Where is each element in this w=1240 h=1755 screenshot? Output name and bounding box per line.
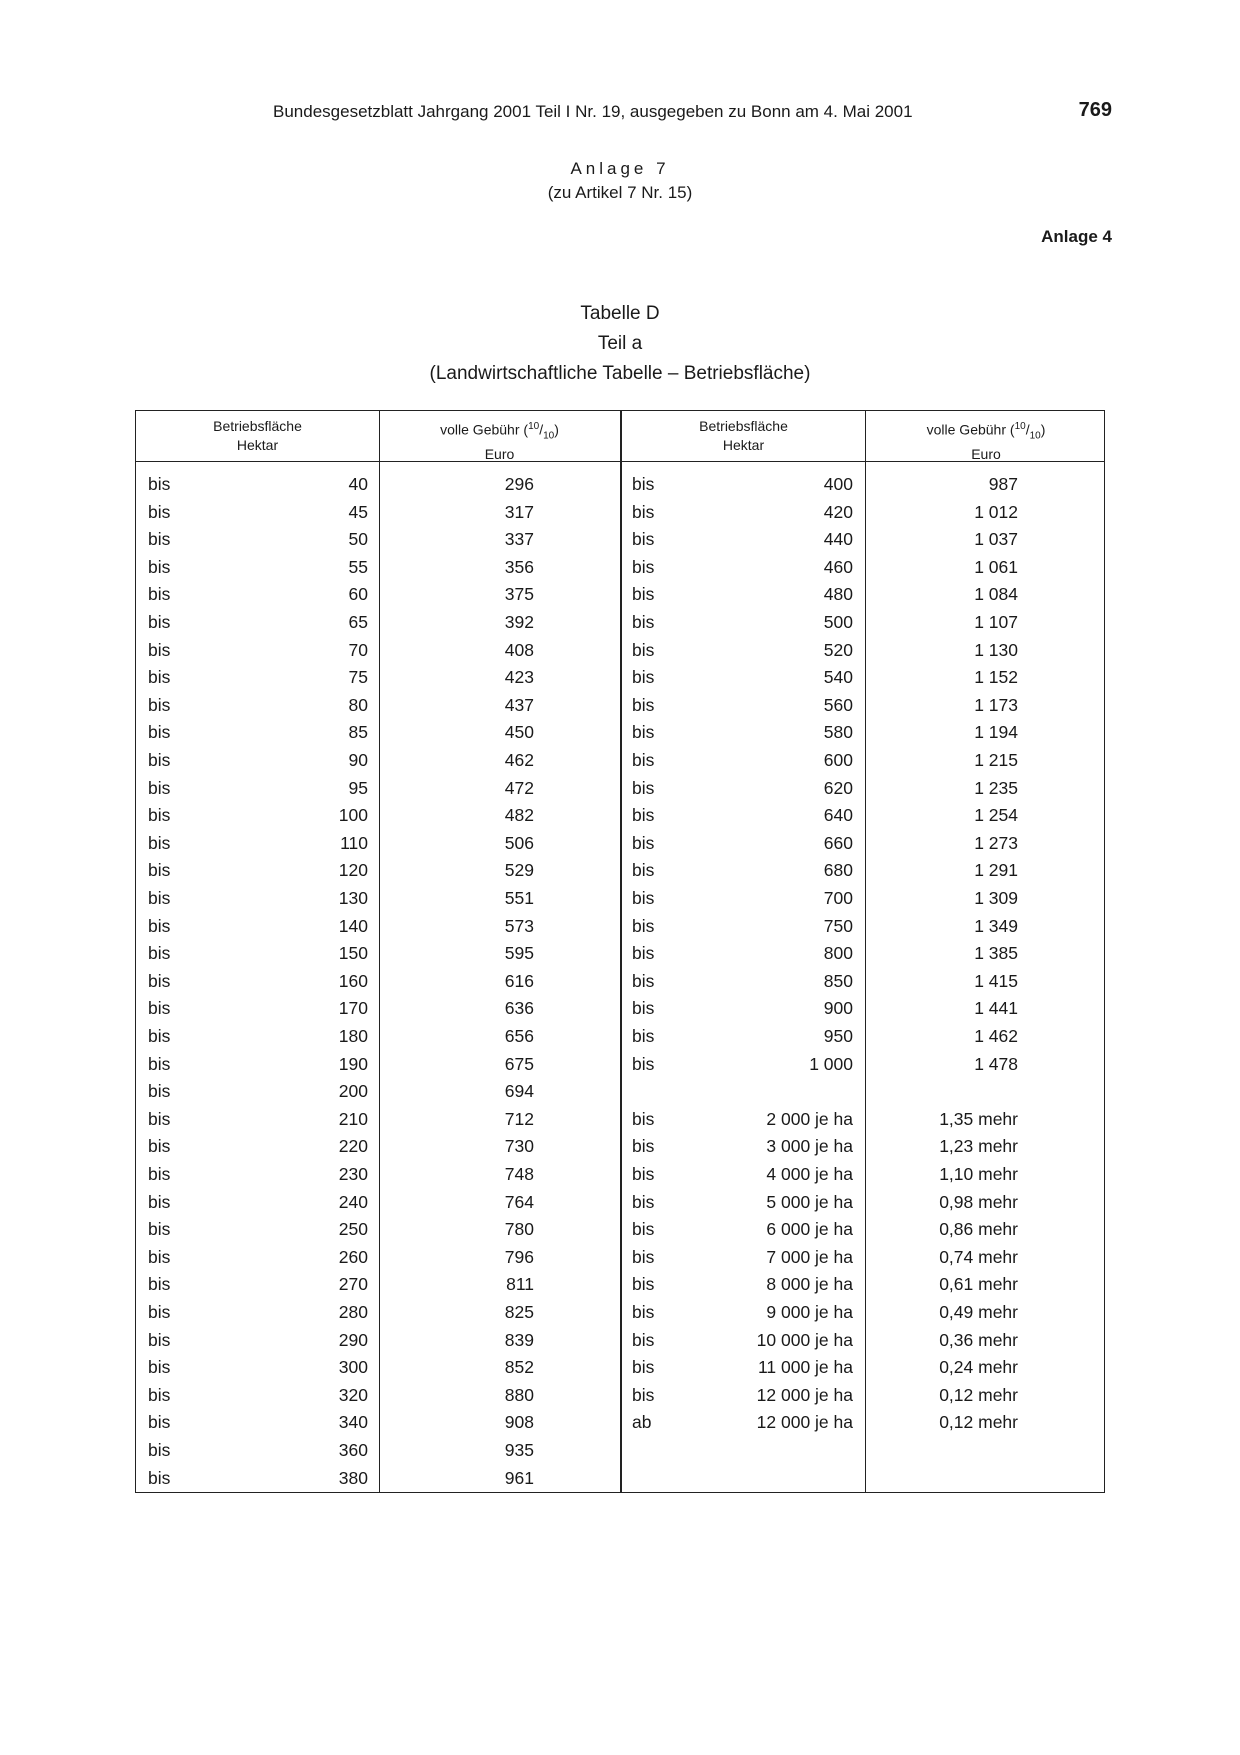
right-area: 12 000 je ha <box>756 1384 853 1405</box>
left-area: 50 <box>348 529 368 550</box>
right-area: 6 000 je ha <box>766 1219 853 1240</box>
right-area: 3 000 je ha <box>766 1136 853 1157</box>
right-prefix: bis <box>632 832 655 853</box>
right-prefix: bis <box>632 970 655 991</box>
left-fee: 551 <box>504 888 534 908</box>
right-fee: 1 215 <box>974 750 1018 770</box>
left-prefix: bis <box>148 722 171 743</box>
left-prefix: bis <box>148 1440 171 1460</box>
left-prefix: bis <box>148 1329 171 1350</box>
table-row <box>136 1354 1104 1382</box>
right-prefix: bis <box>632 777 655 798</box>
left-fee: 462 <box>504 750 534 770</box>
right-fee: 1 349 <box>974 915 1018 936</box>
left-area: 95 <box>348 777 368 798</box>
right-prefix: bis <box>632 1246 655 1267</box>
table-row <box>136 581 1104 609</box>
left-area: 280 <box>338 1302 368 1322</box>
left-area: 70 <box>348 639 368 660</box>
left-prefix: bis <box>148 888 171 908</box>
table-row <box>136 471 1104 499</box>
table-row <box>136 664 1104 692</box>
right-prefix: bis <box>632 612 655 632</box>
left-fee: 839 <box>504 1329 534 1350</box>
right-prefix: bis <box>632 639 655 660</box>
right-fee: 1 012 <box>974 501 1018 522</box>
right-area: 10 000 je ha <box>756 1329 853 1350</box>
left-area: 380 <box>338 1467 368 1488</box>
right-area: 800 <box>823 943 853 964</box>
table-title <box>0 299 1240 389</box>
right-area: 2 000 je ha <box>766 1108 853 1129</box>
left-fee: 482 <box>504 805 534 826</box>
left-area: 110 <box>340 832 368 853</box>
right-fee: 1 152 <box>974 667 1018 688</box>
table-row <box>136 1023 1104 1051</box>
page-number: 769 <box>1078 99 1112 121</box>
table-title-line1: Tabelle D <box>580 303 660 324</box>
right-area: 600 <box>823 750 853 770</box>
right-prefix: bis <box>632 915 655 936</box>
left-area: 60 <box>348 584 368 605</box>
left-area: 290 <box>338 1329 368 1350</box>
right-area: 680 <box>823 860 853 881</box>
right-area: 520 <box>823 639 853 660</box>
right-prefix: bis <box>632 1357 655 1378</box>
left-fee: 317 <box>504 501 534 522</box>
left-prefix: bis <box>148 970 171 991</box>
left-prefix: bis <box>148 1136 171 1157</box>
right-prefix: bis <box>632 529 655 550</box>
left-fee: 375 <box>504 584 534 605</box>
header-area-left: Betriebsfläche Hektar <box>213 418 302 453</box>
left-prefix: bis <box>148 1384 171 1405</box>
right-fee: 1 273 <box>974 832 1018 853</box>
left-prefix: bis <box>148 1191 171 1212</box>
left-prefix: bis <box>148 750 171 770</box>
annex-title: Anlage 7 <box>570 159 670 178</box>
table-title-line3: (Landwirtschaftliche Tabelle – Betriebsfläche) <box>429 363 811 384</box>
right-prefix: bis <box>632 1384 655 1405</box>
left-prefix: bis <box>148 1219 171 1240</box>
left-area: 130 <box>338 888 368 908</box>
right-fee: 0,74 mehr <box>939 1246 1018 1267</box>
right-prefix: bis <box>632 1219 655 1240</box>
table-row <box>136 1382 1104 1410</box>
left-fee: 961 <box>504 1467 534 1488</box>
right-area: 7 000 je ha <box>766 1246 853 1267</box>
left-area: 210 <box>338 1108 368 1129</box>
table-row <box>136 1161 1104 1189</box>
left-area: 180 <box>338 1026 368 1046</box>
left-fee: 825 <box>504 1302 534 1322</box>
annex-reference: (zu Artikel 7 Nr. 15) <box>547 183 693 202</box>
left-prefix: bis <box>148 1246 171 1267</box>
right-prefix: bis <box>632 1191 655 1212</box>
left-prefix: bis <box>148 1467 171 1488</box>
left-fee: 423 <box>504 667 534 688</box>
left-area: 45 <box>348 501 368 522</box>
left-fee: 908 <box>504 1412 534 1433</box>
left-prefix: bis <box>148 860 171 881</box>
right-fee: 1 309 <box>974 888 1018 908</box>
left-fee: 730 <box>504 1136 534 1157</box>
left-fee: 506 <box>504 832 534 853</box>
left-area: 75 <box>348 667 368 688</box>
right-fee: 1 254 <box>974 805 1018 826</box>
right-area: 5 000 je ha <box>766 1191 853 1212</box>
left-prefix: bis <box>148 584 171 605</box>
right-fee: 0,12 mehr <box>939 1384 1018 1405</box>
right-area: 700 <box>823 888 853 908</box>
left-fee: 636 <box>504 998 534 1019</box>
left-area: 300 <box>338 1357 368 1378</box>
left-fee: 935 <box>504 1440 534 1460</box>
right-area: 850 <box>823 970 853 991</box>
left-area: 260 <box>338 1246 368 1267</box>
table-row <box>136 719 1104 747</box>
left-fee: 472 <box>504 777 534 798</box>
right-fee: 1,10 mehr <box>939 1164 1018 1184</box>
left-prefix: bis <box>148 1108 171 1129</box>
table-row <box>136 968 1104 996</box>
table-row <box>136 1409 1104 1437</box>
right-area: 900 <box>823 998 853 1019</box>
left-area: 270 <box>338 1274 368 1295</box>
right-fee: 1 462 <box>974 1026 1018 1046</box>
left-area: 230 <box>338 1164 368 1184</box>
left-prefix: bis <box>148 1164 171 1184</box>
left-prefix: bis <box>148 1357 171 1378</box>
left-area: 320 <box>338 1384 368 1405</box>
right-fee: 0,98 mehr <box>939 1191 1018 1212</box>
right-area: 750 <box>823 915 853 936</box>
right-fee: 1 385 <box>974 943 1018 964</box>
right-prefix: bis <box>632 1053 655 1074</box>
table-row <box>136 1133 1104 1161</box>
right-prefix: ab <box>632 1412 652 1433</box>
left-fee: 675 <box>504 1053 534 1074</box>
right-fee: 0,24 mehr <box>939 1357 1018 1378</box>
left-area: 140 <box>338 915 368 936</box>
right-area: 640 <box>823 805 853 826</box>
left-fee: 712 <box>504 1108 534 1129</box>
right-prefix: bis <box>632 556 655 577</box>
table-row <box>136 775 1104 803</box>
left-prefix: bis <box>148 1053 171 1074</box>
left-prefix: bis <box>148 805 171 826</box>
left-prefix: bis <box>148 667 171 688</box>
right-area: 9 000 je ha <box>766 1302 853 1322</box>
table-row <box>136 1078 1104 1106</box>
table-row <box>136 1271 1104 1299</box>
left-fee: 437 <box>504 694 534 715</box>
left-fee: 694 <box>504 1081 534 1102</box>
right-fee: 1 415 <box>974 970 1018 991</box>
right-prefix: bis <box>632 501 655 522</box>
right-prefix: bis <box>632 998 655 1019</box>
left-area: 160 <box>338 970 368 991</box>
right-area: 8 000 je ha <box>766 1274 853 1295</box>
left-area: 80 <box>348 694 368 715</box>
left-fee: 337 <box>504 529 534 550</box>
left-fee: 748 <box>504 1164 534 1184</box>
table-row <box>136 499 1104 527</box>
right-prefix: bis <box>632 667 655 688</box>
left-area: 240 <box>338 1191 368 1212</box>
left-area: 250 <box>338 1219 368 1240</box>
right-prefix: bis <box>632 1136 655 1157</box>
right-prefix: bis <box>632 943 655 964</box>
right-area: 460 <box>823 556 853 577</box>
left-prefix: bis <box>148 474 171 494</box>
left-fee: 595 <box>504 943 534 964</box>
left-fee: 408 <box>504 639 534 660</box>
right-prefix: bis <box>632 1026 655 1046</box>
right-fee: 1 441 <box>974 998 1018 1019</box>
table-row <box>136 1437 1104 1465</box>
right-area: 660 <box>823 832 853 853</box>
right-area: 950 <box>823 1026 853 1046</box>
table-row <box>136 609 1104 637</box>
left-prefix: bis <box>148 1026 171 1046</box>
left-area: 340 <box>338 1412 368 1433</box>
right-prefix: bis <box>632 694 655 715</box>
left-prefix: bis <box>148 639 171 660</box>
left-fee: 780 <box>504 1219 534 1240</box>
table-row <box>136 1244 1104 1272</box>
left-prefix: bis <box>148 832 171 853</box>
right-area: 12 000 je ha <box>756 1412 853 1433</box>
fee-table <box>135 410 1105 1493</box>
annex-right-label: Anlage 4 <box>1041 227 1112 246</box>
table-row <box>136 1327 1104 1355</box>
table-row <box>136 526 1104 554</box>
right-fee: 0,36 mehr <box>939 1329 1018 1350</box>
running-head <box>0 100 1240 124</box>
right-area: 400 <box>823 474 853 494</box>
header-area-right: Betriebsfläche Hektar <box>699 418 788 453</box>
left-prefix: bis <box>148 501 171 522</box>
right-area: 480 <box>823 584 853 605</box>
left-fee: 529 <box>504 860 534 881</box>
right-fee: 1 235 <box>974 777 1018 798</box>
table-row <box>136 885 1104 913</box>
left-prefix: bis <box>148 529 171 550</box>
right-prefix: bis <box>632 474 655 494</box>
right-fee: 987 <box>988 474 1018 494</box>
left-prefix: bis <box>148 1081 171 1102</box>
left-prefix: bis <box>148 943 171 964</box>
annex-heading <box>0 157 1240 205</box>
table-row <box>136 802 1104 830</box>
table-title-line2: Teil a <box>597 333 643 354</box>
right-fee: 0,86 mehr <box>939 1219 1018 1240</box>
right-fee: 0,61 mehr <box>939 1274 1018 1295</box>
right-fee: 1 107 <box>974 612 1018 632</box>
right-fee: 0,49 mehr <box>939 1302 1018 1322</box>
left-area: 90 <box>348 750 368 770</box>
left-prefix: bis <box>148 915 171 936</box>
left-area: 120 <box>338 860 368 881</box>
left-area: 360 <box>338 1440 368 1460</box>
left-prefix: bis <box>148 1274 171 1295</box>
left-area: 200 <box>338 1081 368 1102</box>
table-row <box>136 1216 1104 1244</box>
left-area: 170 <box>338 998 368 1019</box>
table-row <box>136 1465 1104 1493</box>
right-area: 620 <box>823 777 853 798</box>
left-area: 85 <box>348 722 368 743</box>
left-fee: 296 <box>504 474 534 494</box>
right-fee: 1 037 <box>974 529 1018 550</box>
right-area: 560 <box>823 694 853 715</box>
running-title: Bundesgesetzblatt Jahrgang 2001 Teil I Nr. 19, ausgegeben zu Bonn am 4. Mai 2001 <box>273 102 913 121</box>
header-fee-left: volle Gebühr $(^{10}/_{10})$ Euro <box>440 421 559 463</box>
right-fee: 1 130 <box>974 639 1018 660</box>
right-area: 580 <box>823 722 853 743</box>
right-area: 4 000 je ha <box>766 1164 853 1184</box>
left-area: 190 <box>338 1053 368 1074</box>
right-prefix: bis <box>632 805 655 826</box>
left-prefix: bis <box>148 777 171 798</box>
left-fee: 392 <box>504 612 534 632</box>
right-area: 440 <box>823 529 853 550</box>
right-fee: 1 061 <box>974 556 1018 577</box>
table-row <box>136 637 1104 665</box>
right-prefix: bis <box>632 750 655 770</box>
right-prefix: bis <box>632 860 655 881</box>
left-fee: 880 <box>504 1384 534 1405</box>
right-area: 1 000 <box>809 1053 853 1074</box>
left-fee: 811 <box>506 1274 534 1295</box>
table-row <box>136 857 1104 885</box>
table-row <box>136 940 1104 968</box>
left-area: 55 <box>348 556 368 577</box>
table-row <box>136 1299 1104 1327</box>
left-area: 220 <box>338 1136 368 1157</box>
left-fee: 656 <box>504 1026 534 1046</box>
right-area: 420 <box>823 501 853 522</box>
left-fee: 796 <box>504 1246 534 1267</box>
right-fee: 1 194 <box>974 722 1018 743</box>
left-fee: 852 <box>504 1357 534 1378</box>
left-area: 150 <box>338 943 368 964</box>
left-fee: 356 <box>504 556 534 577</box>
right-fee: 1 478 <box>974 1053 1018 1074</box>
table-row <box>136 995 1104 1023</box>
left-area: 65 <box>348 612 368 632</box>
left-fee: 573 <box>504 915 534 936</box>
left-fee: 764 <box>504 1191 534 1212</box>
right-prefix: bis <box>632 1302 655 1322</box>
table-row <box>136 1106 1104 1134</box>
left-area: 100 <box>338 805 368 826</box>
right-fee: 1,35 mehr <box>939 1108 1018 1129</box>
right-area: 11 000 je ha <box>757 1357 853 1378</box>
right-prefix: bis <box>632 584 655 605</box>
table-row <box>136 692 1104 720</box>
right-prefix: bis <box>632 1274 655 1295</box>
right-fee: 1,23 mehr <box>939 1136 1018 1157</box>
left-prefix: bis <box>148 1302 171 1322</box>
right-prefix: bis <box>632 1329 655 1350</box>
left-prefix: bis <box>148 998 171 1019</box>
right-fee: 1 173 <box>974 694 1018 715</box>
left-area: 40 <box>348 474 368 494</box>
right-prefix: bis <box>632 1108 655 1129</box>
table-row <box>136 1051 1104 1079</box>
table-row <box>136 1189 1104 1217</box>
right-fee: 0,12 mehr <box>939 1412 1018 1433</box>
left-fee: 450 <box>504 722 534 743</box>
right-prefix: bis <box>632 888 655 908</box>
left-fee: 616 <box>504 970 534 991</box>
left-prefix: bis <box>148 612 171 632</box>
table-row <box>136 747 1104 775</box>
left-prefix: bis <box>148 1412 171 1433</box>
header-fee-right: volle Gebühr $(^{10}/_{10})$ Euro <box>926 421 1046 463</box>
right-area: 500 <box>823 612 853 632</box>
table-row <box>136 913 1104 941</box>
left-prefix: bis <box>148 556 171 577</box>
right-fee: 1 291 <box>974 860 1018 881</box>
right-area: 540 <box>823 667 853 688</box>
table-row <box>136 830 1104 858</box>
right-prefix: bis <box>632 722 655 743</box>
left-prefix: bis <box>148 694 171 715</box>
table-row <box>136 554 1104 582</box>
right-fee: 1 084 <box>974 584 1018 605</box>
right-prefix: bis <box>632 1164 655 1184</box>
